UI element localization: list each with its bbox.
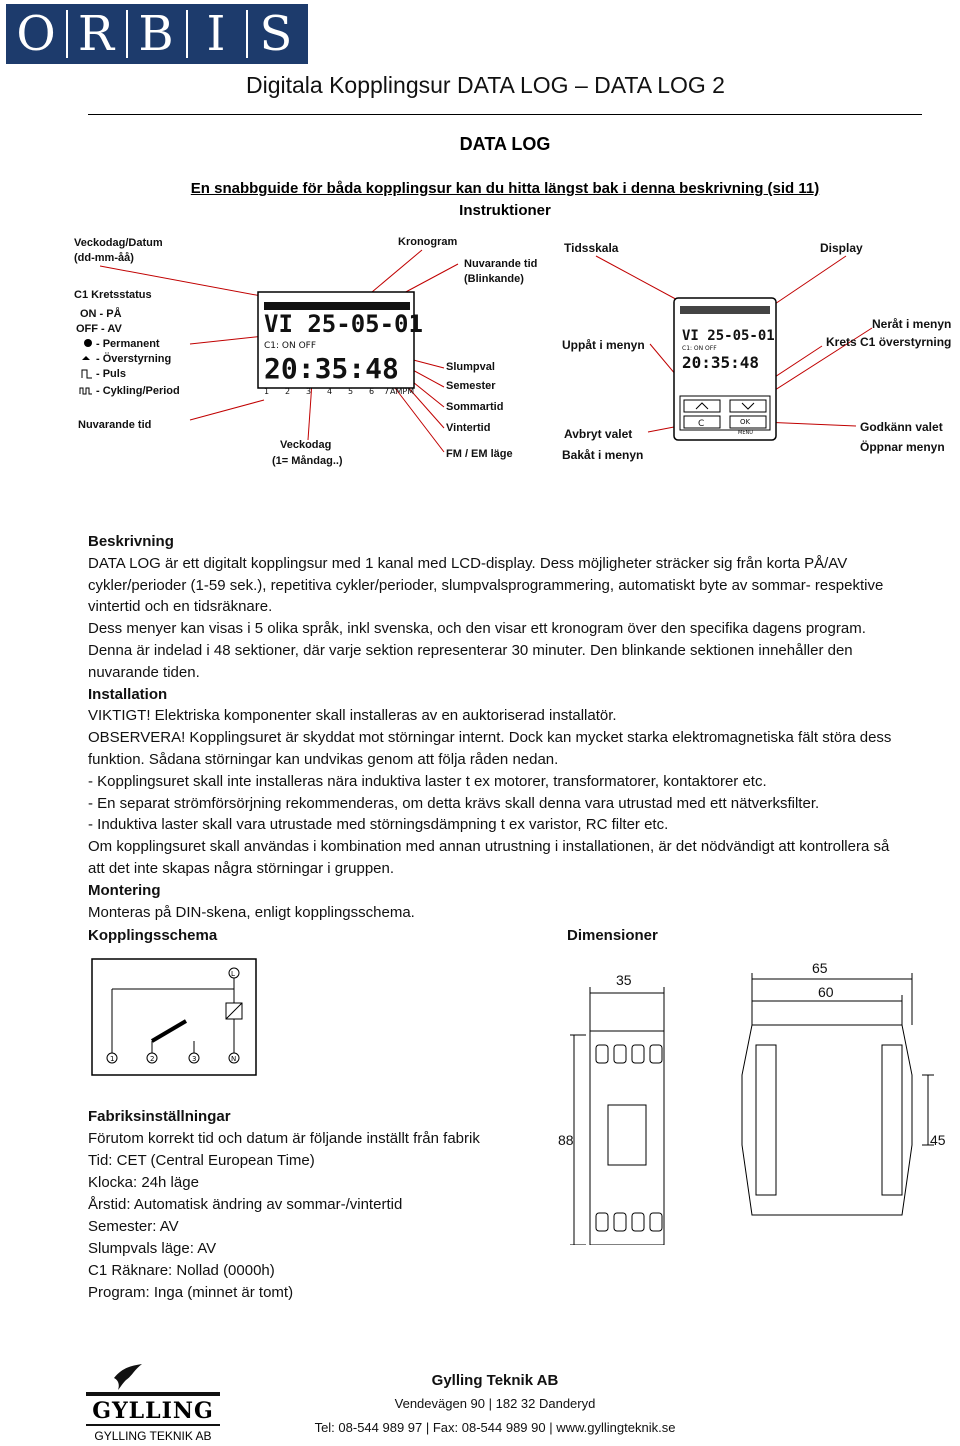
label-weekday-date: Veckodag/Datum [74,237,163,249]
factory-settings [88,1106,548,1304]
logo-letter: I [206,6,226,62]
dimension-35: 35 [616,972,632,988]
label-blinking: (Blinkande) [464,273,524,285]
installation-combination: Om kopplingsuret skall användas i kombination med annan utrustning i installationen, är det nödvändigt att kontrollera så att det inte skapas några störningar i gruppen. [88,838,890,877]
description-section [88,531,908,923]
dimension-45: 45 [930,1132,946,1148]
label-cancel: Avbryt valet [564,427,633,441]
installation-bullet: - Induktiva laster skall vara utrustade med störningsdämpning t ex varistor, RC filter etc. [88,816,669,834]
label-time-scale: Tidsskala [564,241,619,255]
label-current-time-blink: Nuvarande tid [464,258,538,270]
factory-item: Semester: AV [88,1218,179,1235]
display-diagram [72,232,552,472]
label-random: Slumpval [446,361,495,373]
dimension-88: 88 [558,1132,574,1148]
label-chronogram: Kronogram [398,236,458,248]
label-summertime: Sommartid [446,401,504,413]
dimensions-heading: Dimensioner [567,927,658,944]
installation-note: OBSERVERA! Kopplingsuret är skyddat mot störningar internt. Dock kan mycket starka elektromagnetiska fält störa dess funktion. Sådana störningar kan undvikas genom att följa råden nedan. [88,729,892,768]
dimension-60: 60 [818,984,834,1000]
label-fm-em: FM / EM läge [446,448,513,460]
factory-item: Tid: CET (Central European Time) [88,1152,315,1169]
terminal-label: N [231,1055,237,1063]
wiring-heading: Kopplingsschema [88,927,218,944]
label-weekday: Veckodag [280,439,332,451]
title-divider [88,114,922,115]
factory-item: Slumpvals läge: AV [88,1240,217,1257]
installation-bullet: - Kopplingsuret skall inte installeras nära induktiva laster t ex motorer, transformatorer, kontaktorer etc. [88,772,767,790]
factory-item: Årstid: Automatisk ändring av sommar-/vintertid [88,1196,403,1213]
lcd-day-number: 7 [384,387,390,396]
lcd-day-number: 6 [369,387,375,396]
footer-logo-name: GYLLING [92,1398,214,1424]
mounting-heading: Montering [88,881,161,899]
factory-intro: Förutom korrekt tid och datum är följande inställt från fabrik [88,1130,480,1147]
bird-logo-icon [112,1362,146,1392]
footer-company: Gylling Teknik AB [431,1372,559,1389]
label-up-in-menu: Uppåt i menyn [562,338,645,352]
label-on: ON - PÅ [80,308,122,320]
factory-item: Program: Inga (minnet är tomt) [88,1284,294,1301]
menu-button-label: MENU [738,430,753,436]
lcd-day-number: 4 [327,387,333,396]
lcd-date: VI 25-05-01 [264,310,423,338]
label-cycle: - Cykling/Period [96,385,180,397]
label-confirm: Godkänn valet [860,420,943,434]
lcd-c1-status: C1: ON OFF [264,341,317,351]
mounting-text: Monteras på DIN-skena, enligt kopplingsschema. [88,903,415,921]
logo-letter: B [138,6,174,62]
terminal-label: 1 [110,1055,115,1063]
ok-button-label: OK [740,418,751,426]
installation-heading: Installation [88,685,168,703]
permanent-icon [84,339,92,347]
terminal-label: 3 [192,1055,197,1063]
orbis-logo [6,4,308,64]
label-weekday-note: (1= Måndag..) [272,455,343,467]
label-c1-status: C1 Kretsstatus [74,289,152,301]
device-lcd-date: VI 25-05-01 [682,328,775,344]
description-paragraph: Dess menyer kan visas i 5 olika språk, inkl svenska, och den visar ett kronogram över den specifika dagens program. Denna är indelad i 48 sektioner, där varje sektion representerar 30 minuter. Den blinkande sektionen innehåller den nuvarande tiden. [88,620,866,681]
section-title: DATA LOG [459,134,551,154]
label-date-format: (dd-mm-åå) [74,252,134,264]
footer-logo-sub: GYLLING TEKNIK AB [94,1429,212,1443]
terminal-label: 2 [150,1055,155,1063]
footer-logo-rule [86,1424,220,1426]
label-wintertime: Vintertid [446,422,491,434]
label-down-in-menu: Neråt i menyn [872,317,952,331]
label-off: OFF - AV [76,323,122,335]
lcd-time: 20:35:48 [264,352,399,385]
label-open-menu: Öppnar menyn [860,440,945,454]
relay-contact [152,1021,186,1041]
device-lcd-time: 20:35:48 [682,353,760,372]
cycle-icon [80,388,92,394]
override-icon [82,356,90,360]
label-current-time: Nuvarande tid [78,419,152,431]
label-holiday: Semester [446,380,496,392]
document-title: Digitala Kopplingsur DATA LOG – DATA LOG 2 [246,72,725,98]
footer-logo-rule [86,1392,220,1396]
logo-letter: S [259,6,293,62]
label-display: Display [820,241,863,255]
footer-contact: Tel: 08-544 989 97 | Fax: 08-544 989 90 | www.gyllingteknik.se [314,1420,676,1435]
label-back: Bakåt i menyn [562,448,644,462]
device-lcd-c1: C1: ON OFF [682,345,717,352]
installation-bullet: - En separat strömförsörjning rekommenderas, om detta krävs skall denna vara utrustad med ett nätverksfilter. [88,794,820,812]
description-paragraph: DATA LOG är ett digitalt kopplingsur med 1 kanal med LCD-display. Dess möjligheter sträcker sig från korta PÅ/AV cykler/perioder (1-59 sek.), repetitiva cykler/perioder, slumpvalsprogrammering, automatiskt byte av sommar- respektive vintertid och en tidsräknare. [88,554,884,616]
dimension-drawing [556,955,956,1245]
label-c1-override: Krets C1 överstyrning [826,335,952,349]
logo-letter: O [16,6,56,62]
label-permanent: - Permanent [96,338,160,350]
label-pulse: - Puls [96,368,126,380]
factory-item: Klocka: 24h läge [88,1174,199,1191]
lcd-day-number: 3 [306,387,312,396]
description-heading: Beskrivning [88,533,174,550]
factory-item: C1 Räknare: Nollad (0000h) [88,1262,275,1279]
dimension-65: 65 [812,960,828,976]
lcd-day-number: 2 [285,387,291,396]
pulse-icon [82,370,92,378]
wiring-diagram [88,955,260,1079]
lcd-day-number: 1 [264,387,270,396]
footer-address: Vendevägen 90 | 182 32 Danderyd [394,1396,596,1411]
lcd-ampm: AMPM [390,387,415,396]
logo-letter: R [77,6,115,62]
quick-guide-note: En snabbguide för båda kopplingsur kan du hitta längst bak i denna beskrivning (sid 11) [190,180,820,197]
cancel-button-label: C [698,419,705,429]
terminal-l-label: L [231,970,235,978]
device-front-diagram [556,236,960,468]
instructions-label: Instruktioner [459,202,551,219]
label-override: - Överstyrning [96,353,172,365]
lcd-day-number: 5 [348,387,354,396]
factory-heading: Fabriksinställningar [88,1108,231,1125]
installation-important: VIKTIGT! Elektriska komponenter skall installeras av en auktoriserad installatör. [88,707,617,725]
